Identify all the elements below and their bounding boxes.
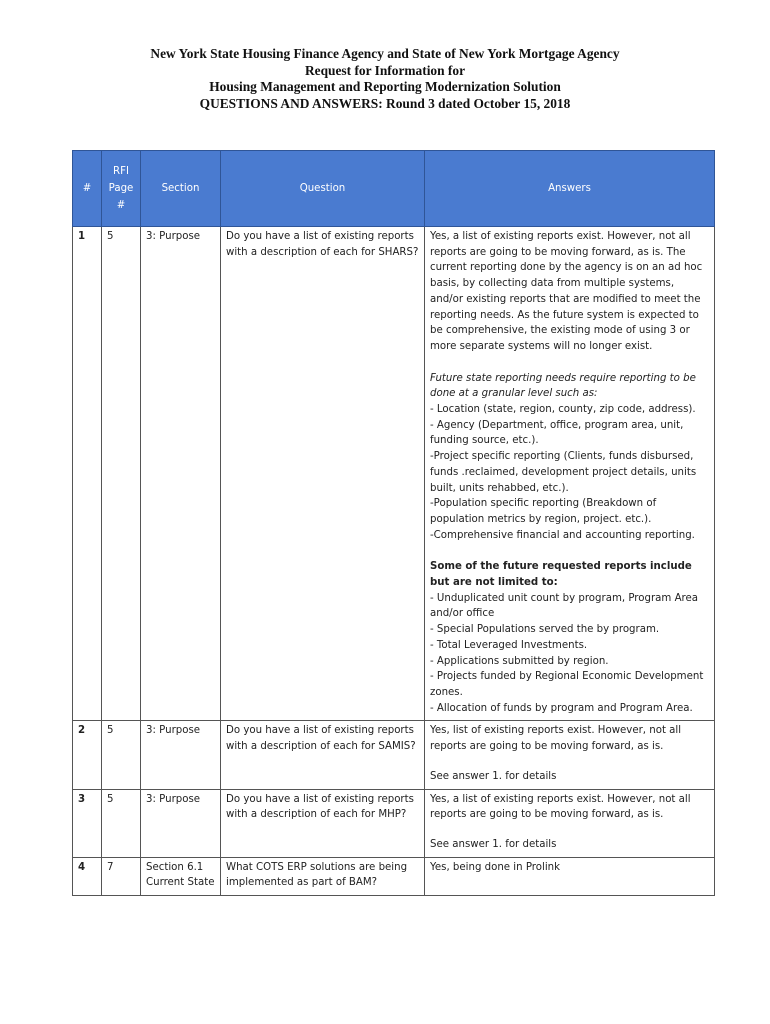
table-row <box>73 227 715 721</box>
see-answer-note: See answer 1. for details <box>430 770 557 782</box>
row-question: Do you have a list of existing reports with a description of each for MHP? <box>221 789 425 857</box>
answer-paragraph: Yes, list of existing reports exist. However, not all reports are going to be moving forward, as is. <box>430 725 682 753</box>
list-item: -Project specific reporting (Clients, funds disbursed, funds .reclaimed, development project details, units built, units rehabbed, etc.). <box>430 451 697 494</box>
col-header-question: Question <box>221 151 425 227</box>
header-line-3: Housing Management and Reporting Modernization Solution <box>209 79 561 94</box>
row-number: 4 <box>73 857 102 895</box>
table-row <box>73 721 715 789</box>
row-rfi-page: 5 <box>102 789 141 857</box>
row-answer <box>425 721 715 789</box>
list-item: - Special Populations served the by program. <box>430 624 660 636</box>
list-item: - Total Leveraged Investments. <box>430 639 588 651</box>
table-header-row <box>73 151 715 227</box>
row-question: Do you have a list of existing reports with a description of each for SAMIS? <box>221 721 425 789</box>
list-item: - Location (state, region, county, zip code, address). <box>430 404 696 416</box>
row-number: 3 <box>73 789 102 857</box>
row-answer: Yes, being done in Prolink <box>425 857 715 895</box>
list-item: - Agency (Department, office, program area, unit, funding source, etc.). <box>430 419 684 447</box>
list-item: - Unduplicated unit count by program, Program Area and/or office <box>430 592 699 620</box>
table-row <box>73 857 715 895</box>
row-rfi-page: 7 <box>102 857 141 895</box>
col-header-num: # <box>73 151 102 227</box>
header-line-1: New York State Housing Finance Agency and State of New York Mortgage Agency <box>150 46 620 61</box>
row-answer <box>425 789 715 857</box>
table-row <box>73 789 715 857</box>
col-header-section: Section <box>141 151 221 227</box>
row-section: Section 6.1 Current State <box>141 857 221 895</box>
row-rfi-page: 5 <box>102 227 141 721</box>
row-rfi-page: 5 <box>102 721 141 789</box>
header-line-4: QUESTIONS AND ANSWERS: Round 3 dated October 15, 2018 <box>199 95 571 111</box>
list-item: - Allocation of funds by program and Program Area. <box>430 702 693 714</box>
col-header-answers: Answers <box>425 151 715 227</box>
row-question: What COTS ERP solutions are being implemented as part of BAM? <box>221 857 425 895</box>
col-header-rfi-page: RFI Page # <box>102 151 141 227</box>
list-item: -Comprehensive financial and accounting reporting. <box>430 529 695 541</box>
row-number: 1 <box>73 227 102 721</box>
row-section: 3: Purpose <box>141 789 221 857</box>
document-header <box>0 46 770 112</box>
answer-paragraph: Yes, a list of existing reports exist. However, not all reports are going to be moving forward, as is. <box>430 793 691 821</box>
row-question: Do you have a list of existing reports with a description of each for SHARS? <box>221 227 425 721</box>
list-item: - Applications submitted by region. <box>430 655 609 667</box>
answer-bold-intro: Some of the future requested reports include but are not limited to: <box>430 561 692 589</box>
row-section: 3: Purpose <box>141 227 221 721</box>
answer-italic-intro: Future state reporting needs require reporting to be done at a granular level such as: <box>430 372 696 400</box>
qa-table <box>72 150 715 896</box>
header-line-2: Request for Information for <box>304 62 466 78</box>
see-answer-note: See answer 1. for details <box>430 838 557 850</box>
list-item: - Projects funded by Regional Economic Development zones. <box>430 671 704 698</box>
list-item: -Population specific reporting (Breakdown of population metrics by region, project. etc.). <box>430 498 657 525</box>
row-answer <box>425 227 715 721</box>
row-number: 2 <box>73 721 102 789</box>
answer-paragraph: Yes, a list of existing reports exist. However, not all reports are going to be moving forward, as is. The current reporting done by the agency is on an ad hoc basis, by collecting data from multiple systems, and/or existing reports that are modified to meet the reporting needs. As the future system is expected to be comprehensive, the existing mode of using 3 or more separate systems will no longer exist. <box>430 231 703 352</box>
row-section: 3: Purpose <box>141 721 221 789</box>
